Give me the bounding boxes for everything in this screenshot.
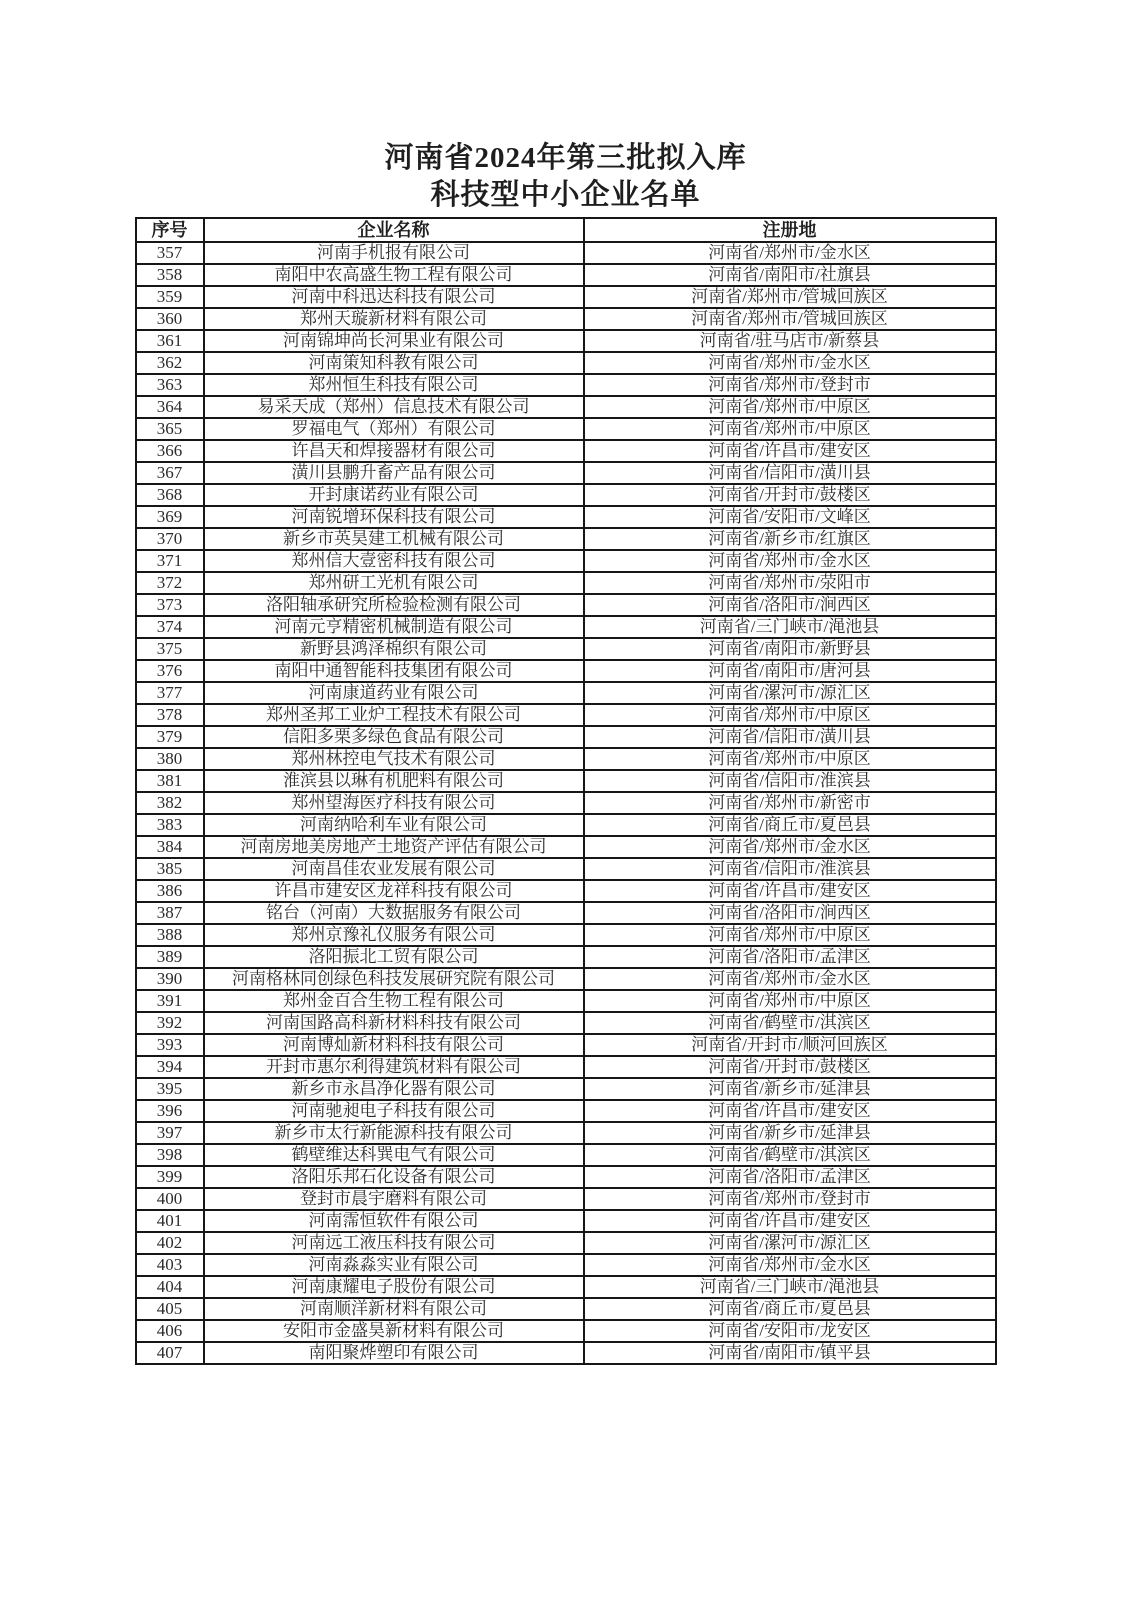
registration-location-cell: 河南省/郑州市/中原区 <box>584 704 996 726</box>
serial-number-cell: 404 <box>136 1276 204 1298</box>
company-name-cell: 郑州圣邦工业炉工程技术有限公司 <box>204 704 584 726</box>
registration-location-cell: 河南省/信阳市/潢川县 <box>584 726 996 748</box>
table-row <box>136 418 996 440</box>
serial-number-cell: 379 <box>136 726 204 748</box>
table-row <box>136 1298 996 1320</box>
document-title-line1: 河南省2024年第三批拟入库 <box>384 142 747 174</box>
company-name-cell: 郑州林控电气技术有限公司 <box>204 748 584 770</box>
serial-number-cell: 389 <box>136 946 204 968</box>
table-row <box>136 1100 996 1122</box>
company-table <box>135 217 997 1365</box>
company-name-cell: 许昌天和焊接器材有限公司 <box>204 440 584 462</box>
company-name-cell: 安阳市金盛昊新材料有限公司 <box>204 1320 584 1342</box>
company-name-cell: 河南康道药业有限公司 <box>204 682 584 704</box>
company-name-cell: 许昌市建安区龙祥科技有限公司 <box>204 880 584 902</box>
serial-number-cell: 393 <box>136 1034 204 1056</box>
company-name-cell: 南阳中农高盛生物工程有限公司 <box>204 264 584 286</box>
serial-number-cell: 401 <box>136 1210 204 1232</box>
table-row <box>136 1122 996 1144</box>
company-name-cell: 新乡市永昌净化器有限公司 <box>204 1078 584 1100</box>
serial-number-cell: 374 <box>136 616 204 638</box>
serial-number-cell: 362 <box>136 352 204 374</box>
company-name-cell: 河南昌佳农业发展有限公司 <box>204 858 584 880</box>
table-row <box>136 616 996 638</box>
registration-location-cell: 河南省/新乡市/延津县 <box>584 1122 996 1144</box>
registration-location-cell: 河南省/漯河市/源汇区 <box>584 682 996 704</box>
table-row <box>136 946 996 968</box>
company-name-cell: 河南淼淼实业有限公司 <box>204 1254 584 1276</box>
serial-number-cell: 375 <box>136 638 204 660</box>
table-row <box>136 1012 996 1034</box>
registration-location-cell: 河南省/郑州市/金水区 <box>584 550 996 572</box>
header-cell-company-name: 企业名称 <box>204 218 584 242</box>
company-name-cell: 鹤壁维达科巽电气有限公司 <box>204 1144 584 1166</box>
serial-number-cell: 406 <box>136 1320 204 1342</box>
registration-location-cell: 河南省/三门峡市/渑池县 <box>584 1276 996 1298</box>
serial-number-cell: 384 <box>136 836 204 858</box>
table-row <box>136 726 996 748</box>
registration-location-cell: 河南省/南阳市/镇平县 <box>584 1342 996 1364</box>
registration-location-cell: 河南省/商丘市/夏邑县 <box>584 1298 996 1320</box>
table-row <box>136 1078 996 1100</box>
company-name-cell: 南阳聚烨塑印有限公司 <box>204 1342 584 1364</box>
serial-number-cell: 361 <box>136 330 204 352</box>
table-row <box>136 902 996 924</box>
serial-number-cell: 386 <box>136 880 204 902</box>
table-row <box>136 484 996 506</box>
table-row <box>136 660 996 682</box>
serial-number-cell: 398 <box>136 1144 204 1166</box>
company-name-cell: 河南锐增环保科技有限公司 <box>204 506 584 528</box>
table-row <box>136 990 996 1012</box>
table-row <box>136 1056 996 1078</box>
serial-number-cell: 380 <box>136 748 204 770</box>
company-name-cell: 洛阳振北工贸有限公司 <box>204 946 584 968</box>
registration-location-cell: 河南省/鹤壁市/淇滨区 <box>584 1012 996 1034</box>
registration-location-cell: 河南省/洛阳市/孟津区 <box>584 1166 996 1188</box>
registration-location-cell: 河南省/新乡市/红旗区 <box>584 528 996 550</box>
registration-location-cell: 河南省/郑州市/登封市 <box>584 374 996 396</box>
company-name-cell: 开封康诺药业有限公司 <box>204 484 584 506</box>
registration-location-cell: 河南省/新乡市/延津县 <box>584 1078 996 1100</box>
table-row <box>136 968 996 990</box>
company-name-cell: 河南远工液压科技有限公司 <box>204 1232 584 1254</box>
table-row <box>136 814 996 836</box>
serial-number-cell: 407 <box>136 1342 204 1364</box>
company-name-cell: 郑州天璇新材料有限公司 <box>204 308 584 330</box>
table-row <box>136 286 996 308</box>
registration-location-cell: 河南省/郑州市/金水区 <box>584 242 996 264</box>
company-name-cell: 铭台（河南）大数据服务有限公司 <box>204 902 584 924</box>
registration-location-cell: 河南省/郑州市/中原区 <box>584 990 996 1012</box>
serial-number-cell: 385 <box>136 858 204 880</box>
serial-number-cell: 359 <box>136 286 204 308</box>
registration-location-cell: 河南省/开封市/鼓楼区 <box>584 484 996 506</box>
table-row <box>136 330 996 352</box>
company-name-cell: 河南康耀电子股份有限公司 <box>204 1276 584 1298</box>
company-name-cell: 河南房地美房地产土地资产评估有限公司 <box>204 836 584 858</box>
registration-location-cell: 河南省/郑州市/金水区 <box>584 968 996 990</box>
company-name-cell: 新乡市太行新能源科技有限公司 <box>204 1122 584 1144</box>
table-row <box>136 880 996 902</box>
header-cell-registration-location: 注册地 <box>584 218 996 242</box>
registration-location-cell: 河南省/郑州市/金水区 <box>584 836 996 858</box>
serial-number-cell: 378 <box>136 704 204 726</box>
table-row <box>136 858 996 880</box>
table-row <box>136 264 996 286</box>
serial-number-cell: 370 <box>136 528 204 550</box>
registration-location-cell: 河南省/郑州市/荥阳市 <box>584 572 996 594</box>
registration-location-cell: 河南省/鹤壁市/淇滨区 <box>584 1144 996 1166</box>
company-name-cell: 河南霈恒软件有限公司 <box>204 1210 584 1232</box>
company-name-cell: 郑州金百合生物工程有限公司 <box>204 990 584 1012</box>
table-row <box>136 1232 996 1254</box>
company-name-cell: 易采天成（郑州）信息技术有限公司 <box>204 396 584 418</box>
serial-number-cell: 397 <box>136 1122 204 1144</box>
serial-number-cell: 358 <box>136 264 204 286</box>
registration-location-cell: 河南省/安阳市/文峰区 <box>584 506 996 528</box>
table-row <box>136 638 996 660</box>
company-name-cell: 郑州研工光机有限公司 <box>204 572 584 594</box>
serial-number-cell: 368 <box>136 484 204 506</box>
registration-location-cell: 河南省/郑州市/中原区 <box>584 396 996 418</box>
serial-number-cell: 387 <box>136 902 204 924</box>
table-row <box>136 242 996 264</box>
table-row <box>136 1276 996 1298</box>
company-name-cell: 登封市晨宇磨料有限公司 <box>204 1188 584 1210</box>
document-title-line2: 科技型中小企业名单 <box>430 179 701 211</box>
company-name-cell: 河南手机报有限公司 <box>204 242 584 264</box>
registration-location-cell: 河南省/三门峡市/渑池县 <box>584 616 996 638</box>
registration-location-cell: 河南省/南阳市/新野县 <box>584 638 996 660</box>
table-row <box>136 462 996 484</box>
table-row <box>136 836 996 858</box>
serial-number-cell: 369 <box>136 506 204 528</box>
registration-location-cell: 河南省/许昌市/建安区 <box>584 1100 996 1122</box>
table-row <box>136 792 996 814</box>
company-name-cell: 洛阳轴承研究所检验检测有限公司 <box>204 594 584 616</box>
serial-number-cell: 399 <box>136 1166 204 1188</box>
serial-number-cell: 365 <box>136 418 204 440</box>
company-name-cell: 开封市惠尔利得建筑材料有限公司 <box>204 1056 584 1078</box>
registration-location-cell: 河南省/郑州市/中原区 <box>584 418 996 440</box>
table-row <box>136 1342 996 1364</box>
registration-location-cell: 河南省/郑州市/金水区 <box>584 1254 996 1276</box>
table-row <box>136 396 996 418</box>
registration-location-cell: 河南省/洛阳市/涧西区 <box>584 594 996 616</box>
company-name-cell: 河南博灿新材料科技有限公司 <box>204 1034 584 1056</box>
registration-location-cell: 河南省/许昌市/建安区 <box>584 880 996 902</box>
serial-number-cell: 382 <box>136 792 204 814</box>
table-row <box>136 550 996 572</box>
company-name-cell: 河南国路高科新材料科技有限公司 <box>204 1012 584 1034</box>
registration-location-cell: 河南省/郑州市/管城回族区 <box>584 308 996 330</box>
serial-number-cell: 390 <box>136 968 204 990</box>
serial-number-cell: 383 <box>136 814 204 836</box>
serial-number-cell: 388 <box>136 924 204 946</box>
company-name-cell: 河南中科迅达科技有限公司 <box>204 286 584 308</box>
registration-location-cell: 河南省/安阳市/龙安区 <box>584 1320 996 1342</box>
registration-location-cell: 河南省/郑州市/金水区 <box>584 352 996 374</box>
serial-number-cell: 396 <box>136 1100 204 1122</box>
table-row <box>136 572 996 594</box>
registration-location-cell: 河南省/信阳市/淮滨县 <box>584 770 996 792</box>
serial-number-cell: 373 <box>136 594 204 616</box>
document-title <box>0 0 1131 214</box>
company-name-cell: 河南元亨精密机械制造有限公司 <box>204 616 584 638</box>
company-name-cell: 河南顺洋新材料有限公司 <box>204 1298 584 1320</box>
serial-number-cell: 363 <box>136 374 204 396</box>
registration-location-cell: 河南省/郑州市/管城回族区 <box>584 286 996 308</box>
serial-number-cell: 367 <box>136 462 204 484</box>
registration-location-cell: 河南省/信阳市/潢川县 <box>584 462 996 484</box>
company-name-cell: 河南策知科教有限公司 <box>204 352 584 374</box>
registration-location-cell: 河南省/郑州市/新密市 <box>584 792 996 814</box>
registration-location-cell: 河南省/郑州市/中原区 <box>584 924 996 946</box>
registration-location-cell: 河南省/郑州市/登封市 <box>584 1188 996 1210</box>
table-row <box>136 704 996 726</box>
table-row <box>136 1188 996 1210</box>
serial-number-cell: 372 <box>136 572 204 594</box>
registration-location-cell: 河南省/开封市/顺河回族区 <box>584 1034 996 1056</box>
serial-number-cell: 400 <box>136 1188 204 1210</box>
table-row <box>136 770 996 792</box>
serial-number-cell: 402 <box>136 1232 204 1254</box>
table-row <box>136 1254 996 1276</box>
registration-location-cell: 河南省/许昌市/建安区 <box>584 1210 996 1232</box>
company-name-cell: 南阳中通智能科技集团有限公司 <box>204 660 584 682</box>
serial-number-cell: 377 <box>136 682 204 704</box>
serial-number-cell: 395 <box>136 1078 204 1100</box>
serial-number-cell: 403 <box>136 1254 204 1276</box>
company-name-cell: 郑州信大壹密科技有限公司 <box>204 550 584 572</box>
company-name-cell: 罗福电气（郑州）有限公司 <box>204 418 584 440</box>
table-row <box>136 594 996 616</box>
registration-location-cell: 河南省/驻马店市/新蔡县 <box>584 330 996 352</box>
table-row <box>136 748 996 770</box>
table-row <box>136 440 996 462</box>
registration-location-cell: 河南省/许昌市/建安区 <box>584 440 996 462</box>
table-body <box>136 242 996 1364</box>
table-row <box>136 528 996 550</box>
table-row <box>136 1210 996 1232</box>
registration-location-cell: 河南省/洛阳市/孟津区 <box>584 946 996 968</box>
company-name-cell: 河南驰昶电子科技有限公司 <box>204 1100 584 1122</box>
registration-location-cell: 河南省/漯河市/源汇区 <box>584 1232 996 1254</box>
serial-number-cell: 381 <box>136 770 204 792</box>
company-name-cell: 郑州望海医疗科技有限公司 <box>204 792 584 814</box>
company-name-cell: 信阳多栗多绿色食品有限公司 <box>204 726 584 748</box>
company-name-cell: 新乡市英昊建工机械有限公司 <box>204 528 584 550</box>
company-name-cell: 淮滨县以琳有机肥料有限公司 <box>204 770 584 792</box>
registration-location-cell: 河南省/商丘市/夏邑县 <box>584 814 996 836</box>
table-row <box>136 308 996 330</box>
serial-number-cell: 360 <box>136 308 204 330</box>
serial-number-cell: 371 <box>136 550 204 572</box>
company-name-cell: 潢川县鹏升畜产品有限公司 <box>204 462 584 484</box>
registration-location-cell: 河南省/南阳市/唐河县 <box>584 660 996 682</box>
serial-number-cell: 391 <box>136 990 204 1012</box>
serial-number-cell: 392 <box>136 1012 204 1034</box>
company-name-cell: 郑州恒生科技有限公司 <box>204 374 584 396</box>
serial-number-cell: 364 <box>136 396 204 418</box>
table-row <box>136 506 996 528</box>
registration-location-cell: 河南省/南阳市/社旗县 <box>584 264 996 286</box>
serial-number-cell: 357 <box>136 242 204 264</box>
serial-number-cell: 376 <box>136 660 204 682</box>
table-row <box>136 682 996 704</box>
serial-number-cell: 366 <box>136 440 204 462</box>
company-name-cell: 洛阳乐邦石化设备有限公司 <box>204 1166 584 1188</box>
header-cell-serial-number: 序号 <box>136 218 204 242</box>
table-row <box>136 352 996 374</box>
company-name-cell: 河南格林同创绿色科技发展研究院有限公司 <box>204 968 584 990</box>
company-name-cell: 河南锦坤尚长河果业有限公司 <box>204 330 584 352</box>
registration-location-cell: 河南省/开封市/鼓楼区 <box>584 1056 996 1078</box>
registration-location-cell: 河南省/洛阳市/涧西区 <box>584 902 996 924</box>
company-name-cell: 新野县鸿泽棉织有限公司 <box>204 638 584 660</box>
company-name-cell: 河南纳哈利车业有限公司 <box>204 814 584 836</box>
table-row <box>136 1034 996 1056</box>
registration-location-cell: 河南省/信阳市/淮滨县 <box>584 858 996 880</box>
table-header-row <box>136 218 996 242</box>
table-row <box>136 374 996 396</box>
company-name-cell: 郑州京豫礼仪服务有限公司 <box>204 924 584 946</box>
table-row <box>136 1144 996 1166</box>
table-row <box>136 1320 996 1342</box>
table-row <box>136 1166 996 1188</box>
serial-number-cell: 405 <box>136 1298 204 1320</box>
registration-location-cell: 河南省/郑州市/中原区 <box>584 748 996 770</box>
table-row <box>136 924 996 946</box>
serial-number-cell: 394 <box>136 1056 204 1078</box>
